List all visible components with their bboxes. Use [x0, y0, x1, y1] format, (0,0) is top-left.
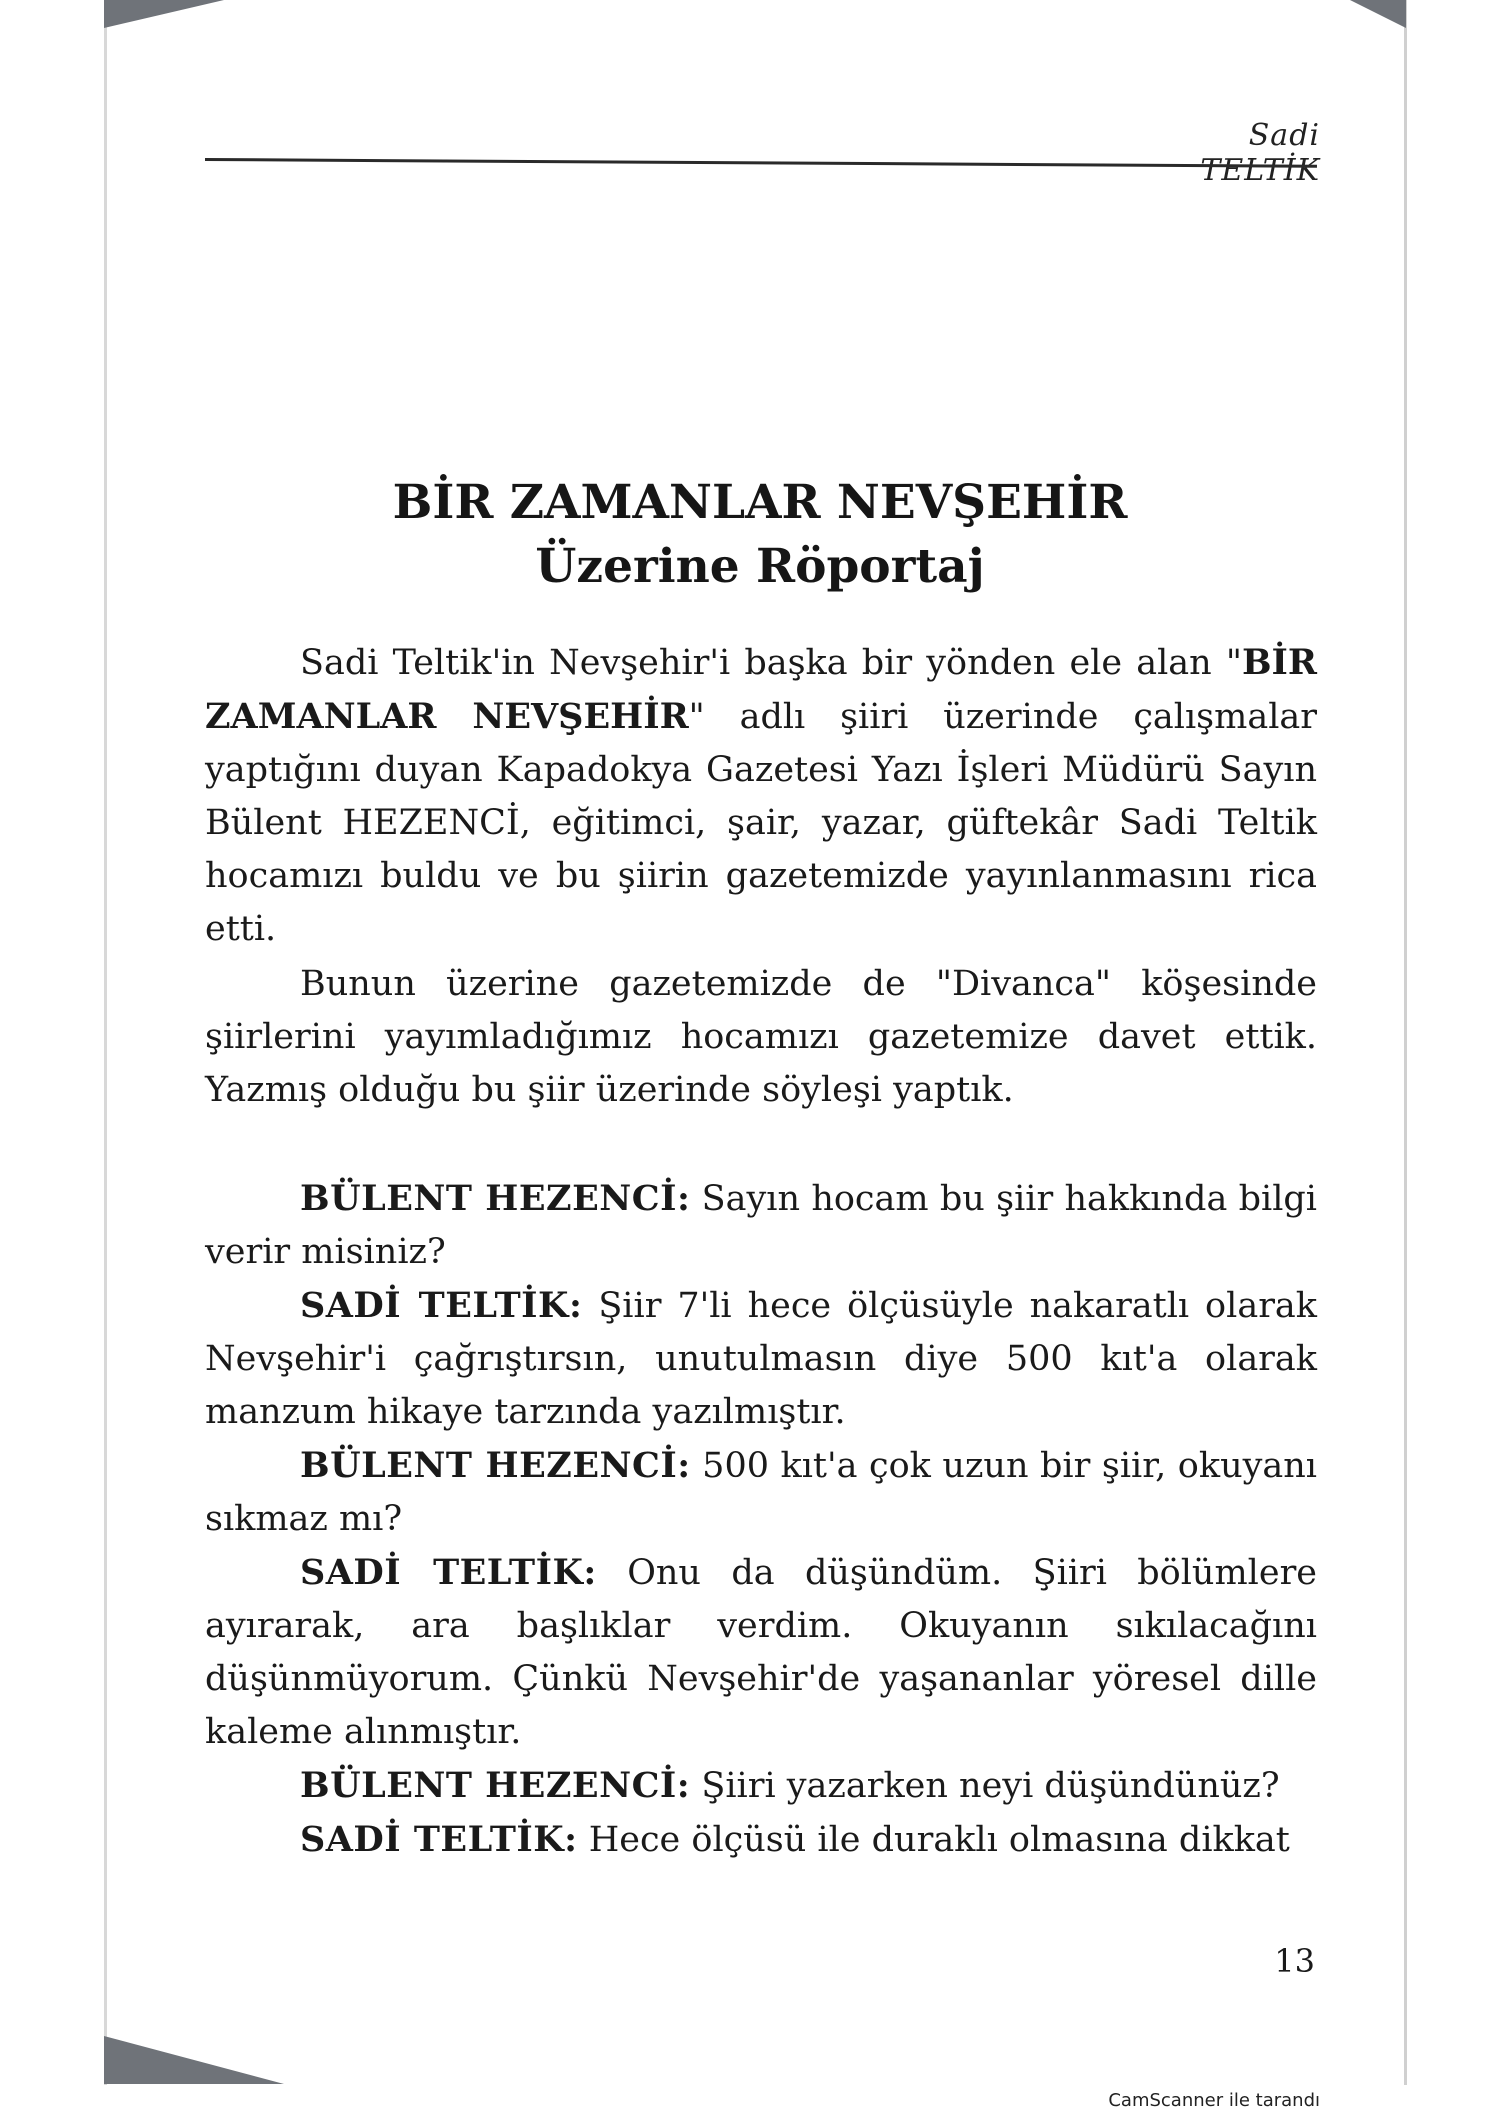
chapter-title-line-1: BİR ZAMANLAR NEVŞEHİR [392, 475, 1128, 531]
interview-speaker: SADİ TELTİK: [300, 1285, 583, 1326]
intro-text-rest: " adlı şiiri üzerinde çalışmalar yaptığını duyan Kapadokya Gazetesi Yazı İşleri Müdürü Sayın Bülent HEZENCİ, eğitimci, şair, yazar, güftekâr Sadi Teltik hocamızı buldu ve bu şiirin gazetemizde yayınlanmasını rica etti. [205, 697, 1317, 949]
interview-speaker: BÜLENT HEZENCİ: [300, 1765, 691, 1806]
interview-line: Şiir 7'li hece ölçüsüyle nakaratlı olarak Nevşehir'i çağrıştırsın, unutulmasın diye 500 kıt'a olarak manzum hikaye tarzında yazılmıştır. [205, 1286, 1317, 1432]
interview-speaker: SADİ TELTİK: [300, 1552, 597, 1593]
interview-speaker: BÜLENT HEZENCİ: [300, 1445, 691, 1486]
interview-exchange [205, 1279, 1317, 1439]
interview-exchange [205, 1759, 1317, 1813]
intro-poem-title: BİR ZAMANLAR NEVŞEHİR [205, 642, 1317, 737]
interview-exchange [205, 1439, 1317, 1546]
interview-section [205, 1172, 1317, 1867]
interview-speaker: BÜLENT HEZENCİ: [300, 1178, 691, 1219]
scan-corner-top-right [1350, 0, 1406, 28]
interview-speaker: SADİ TELTİK: [300, 1819, 578, 1860]
chapter-title-line-2: Üzerine Röportaj [535, 539, 985, 595]
interview-exchange [205, 1546, 1317, 1759]
intro-text-start: Sadi Teltik'in Nevşehir'i başka bir yönden ele alan " [300, 643, 1242, 683]
interview-line: Sayın hocam bu şiir hakkında bilgi verir misiniz? [205, 1179, 1317, 1272]
interview-line: Hece ölçüsü ile duraklı olmasına dikkat [577, 1820, 1290, 1860]
interview-exchange [205, 1813, 1317, 1867]
chapter-title [200, 471, 1320, 599]
intro-paragraph-2: Bunun üzerine gazetemizde de "Divanca" köşesinde şiirlerini yayımladığımız hocamızı gazetemize davet ettik. Yazmış olduğu bu şiir üzerinde söyleşi yaptık. [205, 964, 1317, 1110]
page-number: 13 [1274, 1942, 1315, 1980]
intro-paragraph-1 [205, 636, 1317, 956]
interview-exchange [205, 1172, 1317, 1279]
scan-corner-bottom-left [104, 2036, 284, 2084]
running-header-author: Sadi TELTİK [1200, 118, 1320, 188]
scanner-watermark-text: CamScanner ile tarandı [1108, 2090, 1320, 2111]
page-edge-right [1404, 0, 1407, 2085]
interview-line: Şiiri yazarken neyi düşündünüz? [690, 1766, 1280, 1806]
page-edge-left [104, 0, 107, 2085]
interview-line: Onu da düşündüm. Şiiri bölümlere ayırarak, ara başlıklar verdim. Okuyanın sıkılacağını düşünmüyorum. Çünkü Nevşehir'de yaşananlar yöresel dille kaleme alınmıştır. [205, 1553, 1318, 1752]
interview-line: 500 kıt'a çok uzun bir şiir, okuyanı sıkmaz mı? [205, 1446, 1317, 1539]
scan-corner-top-left [104, 0, 224, 28]
